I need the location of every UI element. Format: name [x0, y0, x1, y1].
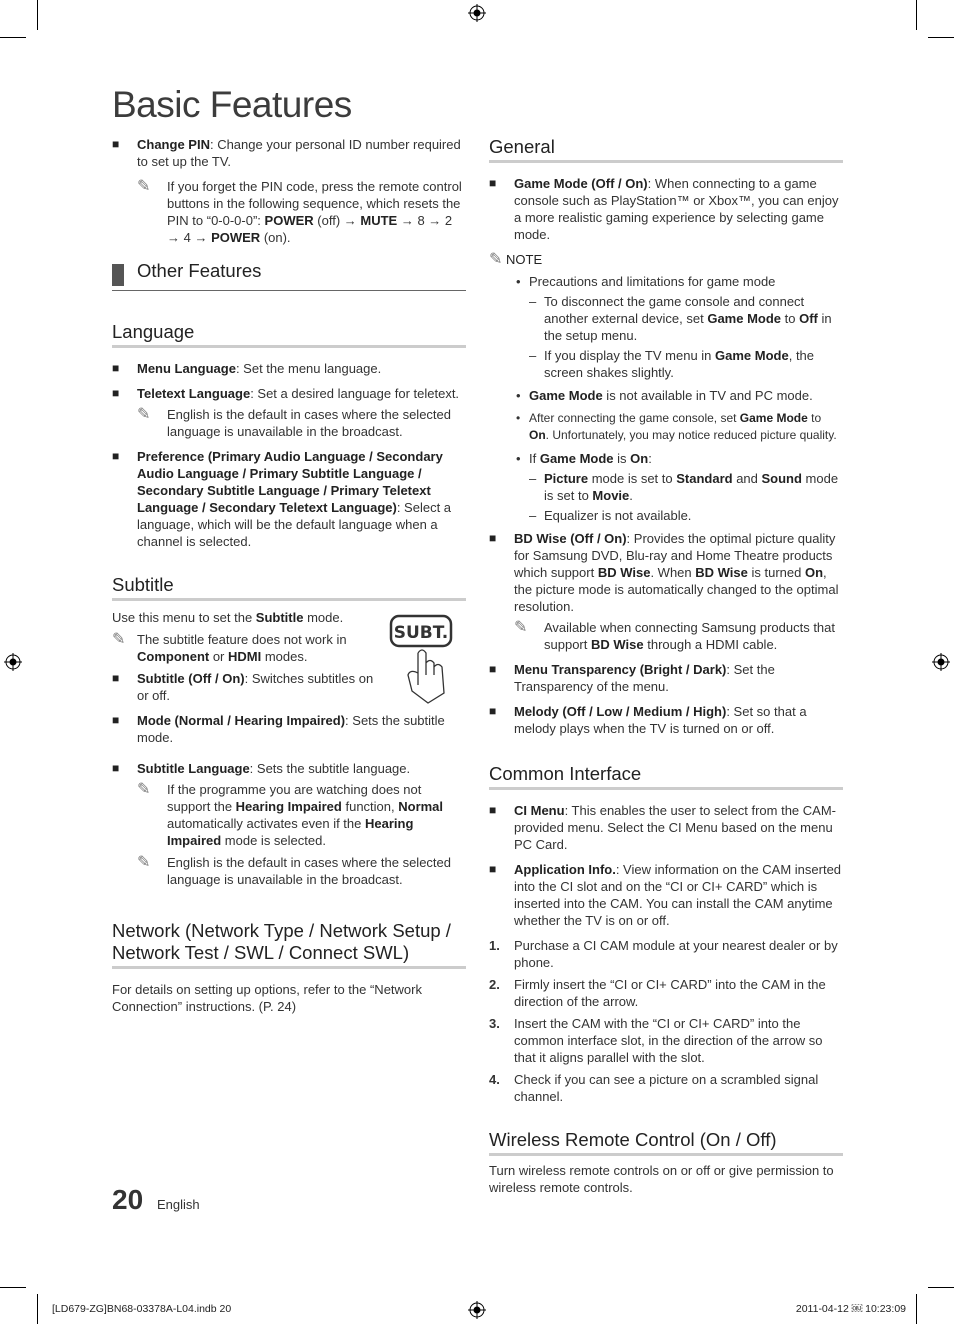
- section-header: [112, 262, 466, 291]
- crop-mark: [0, 37, 26, 38]
- pencil-icon: ✎: [489, 251, 503, 268]
- subtitle-intro: Use this menu to set the Subtitle mode.: [112, 610, 344, 625]
- subt-button-icon: [388, 613, 466, 711]
- bd-wise-note: ✎ Available when connecting Samsung products that support BD Wise through a HDMI cable.: [514, 619, 836, 652]
- menu-transparency-item: ■ Menu Transparency (Bright / Dark): Set the Transparency of the menu.: [489, 661, 843, 695]
- menu-language-item: ■ Menu Language: Set the menu language.: [112, 360, 466, 377]
- subtitle-block: [112, 609, 466, 704]
- ci-step: 1. Purchase a CI CAM module at your nearest dealer or by phone.: [489, 938, 838, 970]
- subtitle-language-item: ■ Subtitle Language: Sets the subtitle language.: [112, 760, 466, 777]
- wireless-heading: Wireless Remote Control (On / Off): [489, 1129, 843, 1156]
- crop-mark: [37, 1294, 38, 1324]
- ci-step: 3. Insert the CAM with the “CI or CI+ CARD” into the common interface slot, in the direction of the arrow so that it aligns parallel with the slot.: [489, 1016, 823, 1065]
- page-title: Basic Features: [112, 84, 352, 125]
- crop-mark: [0, 1287, 26, 1288]
- pencil-icon: ✎: [137, 406, 151, 423]
- svg-text:SUBT.: SUBT.: [393, 623, 449, 643]
- note-dash: – If you display the TV menu in Game Mode, the screen shakes slightly.: [529, 347, 843, 381]
- change-pin-item: ■ Change PIN: Change your personal ID number required to set up the TV.: [112, 136, 466, 170]
- section-title: Other Features: [137, 260, 262, 281]
- pencil-icon: ✎: [514, 619, 528, 636]
- note-dash: – Picture mode is set to Standard and Sound mode is set to Movie.: [529, 470, 843, 504]
- crop-mark: [916, 1294, 917, 1324]
- teletext-note: ✎ English is the default in cases where the selected language is unavailable in the broadcast.: [137, 406, 452, 439]
- crop-mark: [928, 1287, 954, 1288]
- preference-item: ■ Preference (Primary Audio Language / Secondary Audio Language / Primary Subtitle Language / Secondary Subtitle Language / Primary Teletext Language / Secondary Teletext Language): Select a language, which will be the default language when a channel is selected.: [112, 448, 466, 550]
- crop-mark: [928, 37, 954, 38]
- registration-mark-icon: [468, 1301, 486, 1319]
- game-mode-item: ■ Game Mode (Off / On): When connecting to a game console such as PlayStation™ or Xbox™, you can enjoy a more realistic gaming experience by selecting game mode.: [489, 175, 843, 243]
- teletext-language-item: ■ Teletext Language: Set a desired language for teletext.: [112, 385, 466, 402]
- note-bullet: • After connecting the game console, set Game Mode to On. Unfortunately, you may notice reduced picture quality.: [514, 410, 843, 444]
- footer-timestamp: 2011-04-12 ￼ 10:23:09: [795, 1303, 906, 1315]
- registration-mark-icon: [4, 653, 22, 671]
- page-number: 20: [112, 1184, 144, 1215]
- subtitle-note: ✎ The subtitle feature does not work in Component or HDMI modes.: [112, 631, 347, 664]
- subtitle-language-note: ✎ English is the default in cases where the selected language is unavailable in the broadcast.: [137, 854, 452, 887]
- bd-wise-item: ■ BD Wise (Off / On): Provides the optimal picture quality for Samsung DVD, Blu-ray and Home Theatre products which support BD Wise. When BD Wise is turned On, the picture mode is automatically changed to the optimal resolution.: [489, 530, 843, 615]
- wireless-text: Turn wireless remote controls on or off or give permission to wireless remote controls.: [489, 1163, 834, 1195]
- network-heading: Network (Network Type / Network Setup / Network Test / SWL / Connect SWL): [112, 920, 466, 969]
- footer-file: [LD679-ZG]BN68-03378A-L04.indb 20: [52, 1303, 232, 1315]
- registration-mark-icon: [468, 4, 486, 22]
- note-dash: – To disconnect the game console and connect another external device, set Game Mode to Off in the setup menu.: [529, 293, 843, 344]
- crop-mark: [37, 0, 38, 30]
- common-interface-heading: Common Interface: [489, 763, 843, 790]
- network-text: For details on setting up options, refer to the “Network Connection” instructions. (P. 24): [112, 982, 422, 1014]
- registration-mark-icon: [932, 653, 950, 671]
- note-label: ✎ NOTE: [489, 251, 543, 268]
- application-info-item: ■ Application Info.: View information on the CAM inserted into the CI slot and on the “CI or CI+ CARD” which is inserted into the CAM. You can install the CAM anytime whether the TV is on or off.: [489, 861, 843, 929]
- subtitle-onoff-item: ■ Subtitle (Off / On): Switches subtitles on or off.: [112, 670, 376, 704]
- pencil-icon: ✎: [137, 781, 151, 798]
- subtitle-heading: Subtitle: [112, 574, 466, 601]
- subtitle-language-note: ✎ If the programme you are watching does not support the Hearing Impaired function, Normal automatically activates even if the Hearing Impaired mode is selected.: [137, 781, 444, 848]
- pencil-icon: ✎: [112, 631, 126, 648]
- ci-step: 4. Check if you can see a picture on a scrambled signal channel.: [489, 1072, 819, 1104]
- note-bullet: • Game Mode is not available in TV and PC mode.: [514, 387, 843, 404]
- page-language: English: [157, 1197, 200, 1212]
- ci-menu-item: ■ CI Menu: This enables the user to select from the CAM-provided menu. Select the CI Menu based on the menu PC Card.: [489, 802, 843, 853]
- right-column: [489, 136, 843, 1196]
- note-bullet: • If Game Mode is On:: [514, 450, 843, 467]
- general-heading: General: [489, 136, 843, 163]
- pencil-icon: ✎: [137, 854, 151, 871]
- pencil-icon: ✎: [137, 178, 151, 195]
- note-bullet: • Precautions and limitations for game mode: [514, 273, 843, 290]
- ci-step: 2. Firmly insert the “CI or CI+ CARD” into the CAM in the direction of the arrow.: [489, 977, 826, 1009]
- crop-mark: [916, 0, 917, 30]
- section-bar: [112, 264, 124, 286]
- language-heading: Language: [112, 321, 466, 348]
- mode-item: ■ Mode (Normal / Hearing Impaired): Sets the subtitle mode.: [112, 712, 466, 746]
- pin-note: ✎ If you forget the PIN code, press the remote control buttons in the following sequence, which resets the PIN to “0-0-0-0”: POWER (off) → MUTE → 8 → 2 → 4 → POWER (on).: [137, 178, 462, 245]
- note-dash: – Equalizer is not available.: [529, 507, 843, 524]
- melody-item: ■ Melody (Off / Low / Medium / High): Set so that a melody plays when the TV is turned on or off.: [489, 703, 843, 737]
- left-column: [112, 136, 466, 1015]
